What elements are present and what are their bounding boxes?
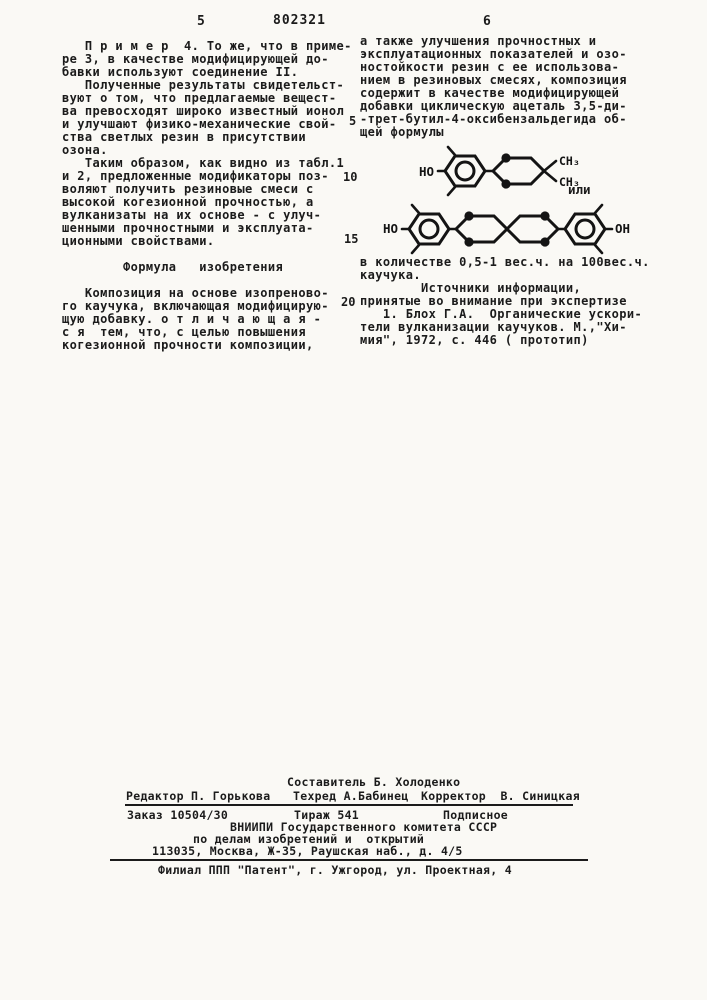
or-label: или bbox=[568, 182, 591, 197]
footer-org-line2: по делам изобретений и открытий bbox=[193, 832, 425, 846]
footer-compiler: Составитель Б. Холоденко bbox=[287, 775, 461, 789]
footer-corrector: Корректор В. Синицкая bbox=[421, 789, 580, 803]
methyl-label-bottom: CH₃ bbox=[559, 175, 580, 189]
methyl-label-top: CH₃ bbox=[559, 154, 580, 168]
page-number-left: 5 bbox=[197, 14, 206, 29]
footer-org-line3: 113035, Москва, Ж-35, Раушская наб., д. 4/5 bbox=[152, 844, 463, 858]
footer-print-run: Тираж 541 bbox=[294, 808, 360, 822]
patent-number: 802321 bbox=[273, 13, 326, 28]
oxygen-atom-dot bbox=[540, 237, 549, 246]
footer-org-line1: ВНИИПИ Государственного комитета СССР bbox=[230, 820, 498, 834]
oxygen-atom-dot bbox=[464, 211, 473, 220]
footer-subscription: Подписное bbox=[443, 808, 509, 822]
dioxane-ring bbox=[507, 216, 558, 242]
tert-butyl-tick bbox=[595, 205, 602, 213]
right-column-text-top: а также улучшения прочностных и эксплуатационных показателей и озо- ностойкости резин с ее использова- нием в резиновых смесях, композиция содержит в качестве модифицирующей добавки циклическую ацеталь 3,5-ди- -трет-бутил-4-оксибензальдегида об- щей формулы bbox=[360, 34, 627, 139]
page-number-right: 6 bbox=[483, 14, 492, 29]
aromatic-circle bbox=[576, 220, 594, 238]
aromatic-circle bbox=[420, 220, 438, 238]
oxygen-atom-dot bbox=[540, 211, 549, 220]
footer-order-number: Заказ 10504/30 bbox=[127, 808, 229, 822]
footer-branch: Филиал ППП "Патент", г. Ужгород, ул. Проектная, 4 bbox=[158, 863, 512, 877]
tert-butyl-tick bbox=[412, 245, 419, 253]
footer-techred: Техред А.Бабинец bbox=[293, 789, 409, 803]
hydroxyl-label: НО bbox=[383, 221, 399, 236]
tert-butyl-tick bbox=[595, 245, 602, 253]
footer-divider bbox=[110, 859, 588, 861]
hydroxyl-label: HO bbox=[419, 164, 435, 179]
footer-divider bbox=[125, 804, 573, 806]
margin-line-number-15: 15 bbox=[344, 232, 359, 246]
footer-editor: Редактор П. Горькова bbox=[126, 789, 271, 803]
margin-line-number-10: 10 bbox=[343, 170, 358, 184]
left-column-text: П р и м е р 4. То же, что в приме- ре 3, в качестве модифицирующей до- бавки используют соединение II. Полученные результаты свидетельст- вуют о том, что предлагаемые вещест- ва превосходят широко известный ионол и улучшают физико-механические свой- ства светлых резин в присутствии озона. Таким образом, как видно из табл.1 и 2, предложенные модификаторы поз- воляют получить резиновые смеси с высокой когезионной прочностью, а вулканизаты на их основе - с улуч- шенными прочностными и эксплуата- ционными свойствами. Формула изобретения Композиция на основе изопреново- го каучука, включающая модифицирую- щую добавку. о т л и ч а ю щ а я - с я тем, что, с целью повышения когезионной прочности композиции, bbox=[62, 39, 352, 352]
oxygen-atom-dot bbox=[464, 237, 473, 246]
margin-line-number-20: 20 bbox=[341, 295, 356, 309]
tert-butyl-tick bbox=[412, 205, 419, 213]
margin-line-number-5: 5 bbox=[349, 114, 357, 128]
dioxane-ring bbox=[456, 216, 507, 242]
right-column-text-bottom: в количестве 0,5-1 вес.ч. на 100вес.ч. каучука. Источники информации, принятые во внимание при экспертизе 1. Блох Г.А. Органические ускори- тели вулканизации каучуков. М.,"Хи- мия", 1972, с. 446 ( прототип) bbox=[360, 255, 650, 347]
hydroxyl-label: ОН bbox=[615, 221, 631, 236]
